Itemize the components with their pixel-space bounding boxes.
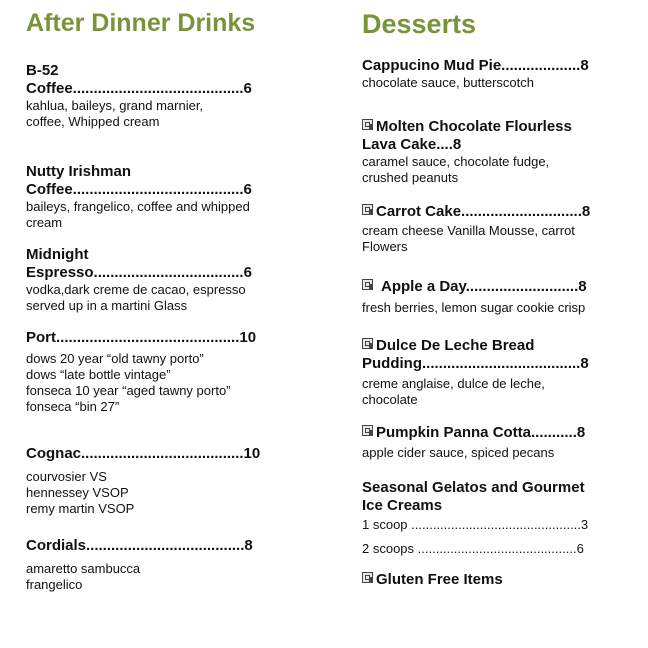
item-name: Gluten Free Items (376, 571, 503, 588)
menu-item (26, 163, 276, 231)
item-line: fonseca “bin 27” (26, 399, 120, 414)
menu-item (362, 118, 612, 186)
item-name: Nutty Irishman Coffee.........................................6 (26, 163, 252, 198)
drinks-heading: After Dinner Drinks (26, 9, 256, 37)
item-name: Seasonal Gelatos and Gourmet Ice Creams (362, 479, 585, 514)
item-name: Molten Chocolate Flourless Lava Cake....8 (362, 118, 572, 153)
item-line: dows “late bottle vintage” (26, 367, 171, 382)
item-description: kahlua, baileys, grand marnier, coffee, Whipped cream (26, 98, 204, 129)
menu-item (26, 62, 276, 130)
item-name: Pumpkin Panna Cotta...........8 (376, 424, 586, 441)
item-name: Cordials......................................8 (26, 537, 253, 554)
item-name: Apple a Day...........................8 (381, 278, 587, 295)
item-line: remy martin VSOP (26, 501, 135, 516)
item-line: courvosier VS (26, 469, 107, 484)
desserts-heading: Desserts (362, 9, 477, 39)
gluten-free-icon (362, 572, 373, 583)
item-name: Carrot Cake.............................8 (376, 203, 591, 220)
menu-item (362, 278, 612, 316)
menu-item (362, 57, 612, 91)
item-name: Dulce De Leche Bread Pudding......................................8 (362, 337, 589, 372)
item-description: baileys, frangelico, coffee and whipped cream (26, 199, 250, 230)
menu-item (26, 445, 276, 517)
item-line: fonseca 10 year “aged tawny porto” (26, 383, 231, 398)
item-description: chocolate sauce, butterscotch (362, 75, 534, 90)
menu-item (362, 571, 612, 589)
item-name: Cognac.......................................10 (26, 445, 261, 462)
item-description: cream cheese Vanilla Mousse, carrot Flowers (362, 223, 575, 254)
item-name: Midnight Espresso....................................6 (26, 246, 252, 281)
item-line: 1 scoop ...............................................3 (362, 517, 589, 532)
item-line: frangelico (26, 577, 83, 592)
item-description: caramel sauce, chocolate fudge, crushed peanuts (362, 154, 550, 185)
gluten-free-icon (362, 119, 373, 130)
item-line: hennessey VSOP (26, 485, 129, 500)
item-description: creme anglaise, dulce de leche, chocolate (362, 376, 545, 407)
item-name: B-52 Coffee.........................................6 (26, 62, 252, 97)
menu-item (362, 479, 612, 557)
item-line: dows 20 year “old tawny porto” (26, 351, 204, 366)
gluten-free-icon (362, 279, 373, 290)
menu-item (26, 246, 276, 314)
menu-item (362, 203, 612, 255)
item-name: Cappucino Mud Pie...................8 (362, 57, 589, 74)
item-line: amaretto sambucca (26, 561, 141, 576)
menu-item (362, 337, 612, 408)
gluten-free-icon (362, 338, 373, 349)
menu-item (26, 537, 276, 593)
item-description: vodka,dark creme de cacao, espresso served up in a martini Glass (26, 282, 246, 313)
item-description: apple cider sauce, spiced pecans (362, 445, 555, 460)
item-line: 2 scoops ............................................6 (362, 541, 584, 556)
item-name: Port............................................10 (26, 329, 257, 346)
menu-item (26, 329, 276, 415)
menu-item (362, 424, 612, 461)
gluten-free-icon (362, 204, 373, 215)
gluten-free-icon (362, 425, 373, 436)
item-description: fresh berries, lemon sugar cookie crisp (362, 300, 586, 315)
